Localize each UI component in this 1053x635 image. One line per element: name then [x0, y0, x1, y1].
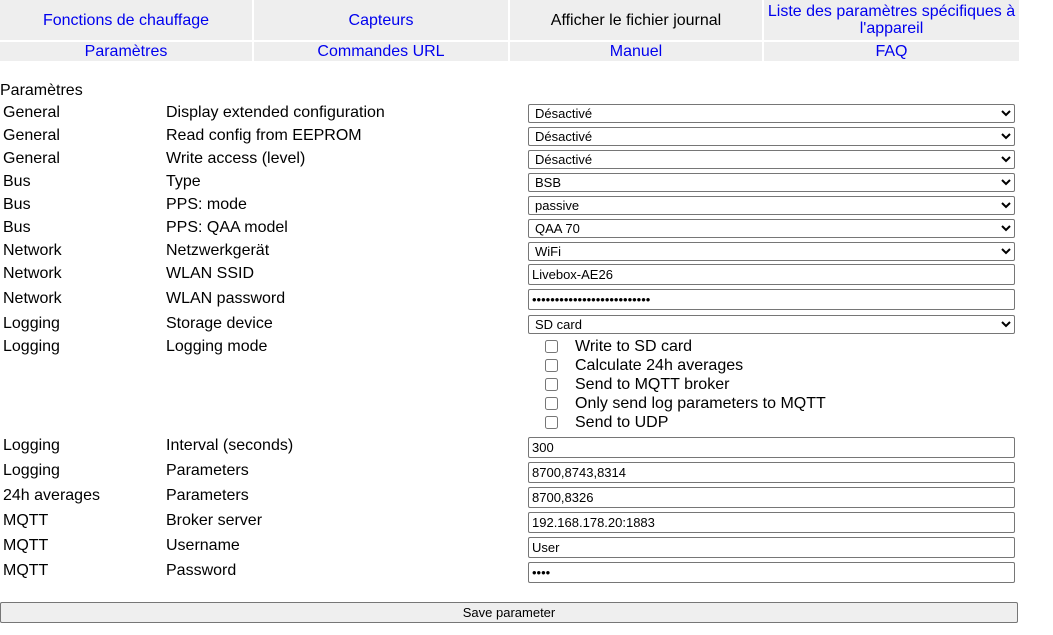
- param-name: Password: [166, 562, 237, 579]
- param-name: Username: [166, 537, 240, 554]
- checkbox-label: Send to MQTT broker: [575, 375, 730, 393]
- logging-mode-option[interactable]: [545, 394, 826, 413]
- param-name: Type: [166, 173, 201, 190]
- param-category: Logging: [3, 338, 60, 355]
- write-sd-checkbox[interactable]: [545, 340, 558, 353]
- checkbox-label: Calculate 24h averages: [575, 356, 744, 374]
- nav-link-sensors[interactable]: Capteurs: [254, 0, 510, 40]
- checkbox-label: Write to SD card: [575, 337, 693, 355]
- param-row: [0, 314, 1019, 336]
- param-name: Broker server: [166, 512, 263, 529]
- param-name: Parameters: [166, 462, 249, 479]
- checkbox-label: Only send log parameters to MQTT: [575, 394, 826, 412]
- nav-link-parameters[interactable]: Paramètres: [0, 42, 254, 61]
- param-row: [0, 264, 1019, 286]
- param-name: PPS: mode: [166, 196, 247, 213]
- param-category: 24h averages: [3, 487, 100, 504]
- param-row: [0, 195, 1019, 217]
- param-row: [0, 461, 1019, 483]
- logging-mode-option[interactable]: [545, 413, 826, 432]
- logging-mode-checkboxes: [545, 337, 826, 432]
- param-category: Logging: [3, 462, 60, 479]
- param-category: Logging: [3, 315, 60, 332]
- param-name: Parameters: [166, 487, 249, 504]
- send-udp-checkbox[interactable]: [545, 416, 558, 429]
- logging-mode-option[interactable]: [545, 337, 826, 356]
- param-category: MQTT: [3, 562, 49, 579]
- param-name: Storage device: [166, 315, 273, 332]
- param-row: [0, 561, 1019, 583]
- param-category: General: [3, 127, 60, 144]
- pps-qaa-model-select[interactable]: [528, 219, 1015, 238]
- nav-row-2: [0, 42, 1019, 61]
- nav-table: [0, 0, 1019, 61]
- param-name: Interval (seconds): [166, 437, 294, 454]
- log-parameters-input[interactable]: [528, 462, 1015, 483]
- param-category: Logging: [3, 437, 60, 454]
- param-row: [0, 536, 1019, 558]
- wlan-password-input[interactable]: [528, 289, 1015, 310]
- param-category: MQTT: [3, 512, 49, 529]
- param-name: Write access (level): [166, 150, 306, 167]
- nav-link-url-commands[interactable]: Commandes URL: [254, 42, 510, 61]
- param-name: Read config from EEPROM: [166, 127, 362, 144]
- param-category: Network: [3, 265, 62, 282]
- nav-link-show-log[interactable]: Afficher le fichier journal: [510, 0, 764, 40]
- param-category: Network: [3, 242, 62, 259]
- param-category: MQTT: [3, 537, 49, 554]
- only-log-params-mqtt-checkbox[interactable]: [545, 397, 558, 410]
- param-row: [0, 126, 1019, 148]
- param-category: Bus: [3, 219, 31, 236]
- param-category: Bus: [3, 196, 31, 213]
- param-row: [0, 103, 1019, 125]
- logging-mode-option[interactable]: [545, 356, 826, 375]
- send-mqtt-checkbox[interactable]: [545, 378, 558, 391]
- nav-link-manual[interactable]: Manuel: [510, 42, 764, 61]
- param-row: [0, 486, 1019, 508]
- param-name: WLAN SSID: [166, 265, 255, 282]
- pps-mode-select[interactable]: [528, 196, 1015, 215]
- mqtt-username-input[interactable]: [528, 537, 1015, 558]
- network-device-select[interactable]: [528, 242, 1015, 261]
- bus-type-select[interactable]: [528, 173, 1015, 192]
- storage-device-select[interactable]: [528, 315, 1015, 334]
- param-row: [0, 241, 1019, 263]
- log-interval-input[interactable]: [528, 437, 1015, 458]
- nav-link-heating-functions[interactable]: Fonctions de chauffage: [0, 0, 254, 40]
- wlan-ssid-input[interactable]: [528, 264, 1015, 285]
- param-category: General: [3, 150, 60, 167]
- display-extended-config-select[interactable]: [528, 104, 1015, 123]
- param-name: Display extended configuration: [166, 104, 385, 121]
- param-row: [0, 289, 1019, 311]
- param-row: [0, 337, 1019, 359]
- param-row: [0, 436, 1019, 458]
- param-category: Bus: [3, 173, 31, 190]
- param-name: Logging mode: [166, 338, 268, 355]
- param-name: Netzwerkgerät: [166, 242, 270, 259]
- param-name: WLAN password: [166, 290, 286, 307]
- page-title: Paramètres: [0, 82, 83, 99]
- mqtt-password-input[interactable]: [528, 562, 1015, 583]
- param-category: Network: [3, 290, 62, 307]
- mqtt-broker-input[interactable]: [528, 512, 1015, 533]
- param-category: General: [3, 104, 60, 121]
- read-config-eeprom-select[interactable]: [528, 127, 1015, 146]
- param-row: [0, 172, 1019, 194]
- nav-link-faq[interactable]: FAQ: [764, 42, 1019, 61]
- logging-mode-option[interactable]: [545, 375, 826, 394]
- param-row: [0, 511, 1019, 533]
- nav-row-1: [0, 0, 1019, 40]
- nav-link-device-params[interactable]: Liste des paramètres spécifiques à l'appareil: [764, 0, 1019, 40]
- calc-averages-checkbox[interactable]: [545, 359, 558, 372]
- save-parameter-button[interactable]: Save parameter: [0, 602, 1018, 623]
- param-row: [0, 218, 1019, 240]
- param-name: PPS: QAA model: [166, 219, 288, 236]
- averages-parameters-input[interactable]: [528, 487, 1015, 508]
- param-row: [0, 149, 1019, 171]
- write-access-select[interactable]: [528, 150, 1015, 169]
- checkbox-label: Send to UDP: [575, 413, 669, 431]
